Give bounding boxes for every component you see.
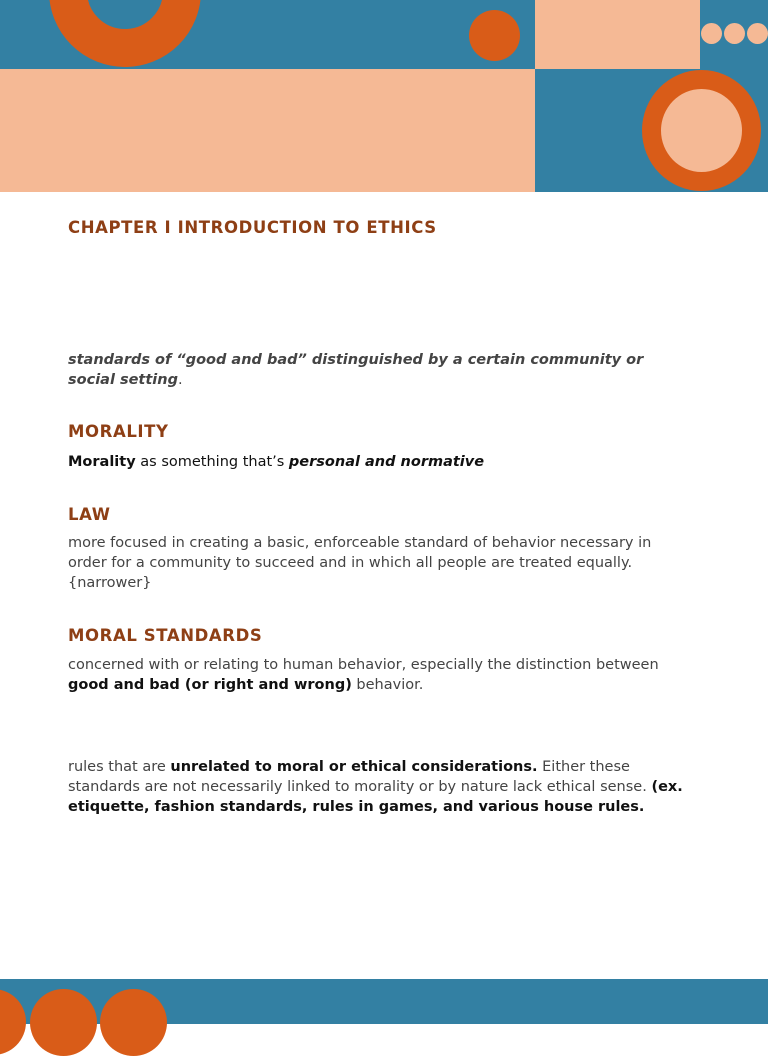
moral-standards-heading: MORAL STANDARDS bbox=[68, 626, 263, 645]
header-band-peach bbox=[0, 69, 535, 192]
moral-standards-bold: good and bad (or right and wrong) bbox=[68, 677, 352, 693]
ring-decoration-icon bbox=[642, 70, 761, 191]
intro-definition bbox=[68, 350, 693, 390]
small-dot-icon bbox=[747, 23, 768, 44]
intro-emphasis: standards of “good and bad” distinguished by a certain community or social setting bbox=[68, 352, 644, 388]
morality-term: Morality bbox=[68, 454, 136, 470]
small-dot-icon bbox=[724, 23, 745, 44]
non-moral-bold-1: unrelated to moral or ethical considerations. bbox=[170, 759, 538, 775]
moral-standards-text-start: concerned with or relating to human behavior, especially the distinction between bbox=[68, 657, 659, 673]
circle-decoration-icon bbox=[469, 10, 520, 61]
non-moral-examples: (ex. etiquette, fashion standards, rules in games, and various house rules. bbox=[68, 779, 683, 815]
intro-end: . bbox=[177, 372, 183, 388]
morality-definition bbox=[68, 452, 693, 472]
non-moral-middle: Either these standards are not necessarily linked to morality or by nature lack ethical sense. bbox=[68, 759, 652, 795]
non-moral-standards-definition bbox=[68, 757, 693, 817]
morality-middle: as something that’s bbox=[135, 454, 289, 470]
law-definition: more focused in creating a basic, enforceable standard of behavior necessary in order for a community to succeed and in which all people are treated equally. {narrower} bbox=[68, 535, 652, 591]
morality-emphasis: personal and normative bbox=[288, 454, 485, 470]
chapter-title: CHAPTER I INTRODUCTION TO ETHICS bbox=[68, 218, 437, 237]
footer-circle-icon bbox=[30, 989, 97, 1056]
moral-standards-definition bbox=[68, 655, 693, 695]
small-dot-icon bbox=[701, 23, 722, 44]
header-block-peach bbox=[535, 0, 700, 69]
morality-heading: MORALITY bbox=[68, 422, 169, 441]
law-heading: LAW bbox=[68, 505, 111, 524]
non-moral-start: rules that are bbox=[68, 759, 171, 775]
moral-standards-text-end: behavior. bbox=[351, 677, 424, 693]
footer-circle-icon bbox=[100, 989, 167, 1056]
